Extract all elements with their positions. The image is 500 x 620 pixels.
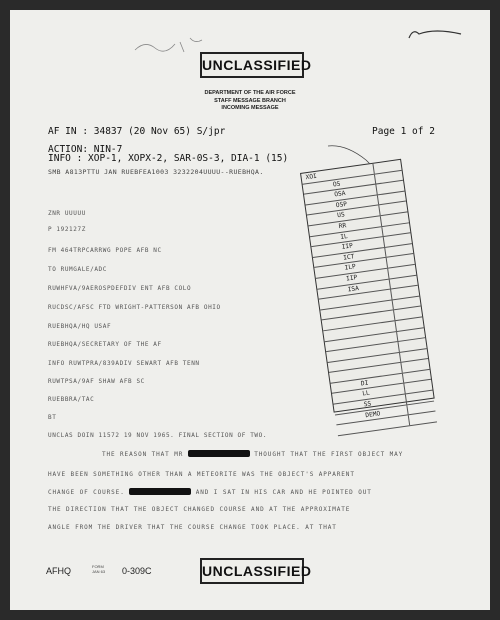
distribution-office: ILP — [344, 263, 357, 273]
message-line: RUWTPSA/9AF SHAW AFB SC — [48, 378, 145, 385]
page-number: Page 1 of 2 — [372, 126, 435, 137]
document-header — [170, 90, 330, 113]
footer-form-month: JAN 63 — [92, 569, 106, 574]
body-text: CHANGE OF COURSE. — [48, 489, 125, 496]
footer-form-date — [92, 564, 105, 574]
footer-form-number: 0-309C — [122, 566, 152, 576]
classification-stamp-bottom: UNCLASSIFIED — [200, 558, 304, 584]
message-line: RUEBHQA/HQ USAF — [48, 323, 112, 330]
action-line: ACTION: NIN-7 — [48, 144, 123, 155]
document-page — [10, 10, 490, 610]
body-line: ANGLE FROM THE DRIVER THAT THE COURSE CHANGE TOOK PLACE. AT THAT — [48, 524, 337, 531]
distribution-office: ICT — [342, 253, 355, 262]
distribution-office: DI — [360, 379, 369, 388]
info-line: INFO : XOP-1, XOPX-2, SAR-0S-3, DIA-1 (15) — [48, 153, 289, 164]
distribution-office: OSA — [333, 190, 346, 199]
distribution-office: ISA — [347, 284, 360, 293]
redaction-bar — [129, 488, 191, 495]
message-line: RUEBBRA/TAC — [48, 396, 95, 403]
body-line — [48, 488, 372, 496]
distribution-header: XOI — [305, 172, 318, 182]
header-branch: STAFF MESSAGE BRANCH — [214, 97, 286, 104]
message-line: RUWHFVA/9AEROSPDEFDIV ENT AFB COLO — [48, 285, 192, 292]
body-line: THE DIRECTION THAT THE OBJECT CHANGED COURSE AND AT THE APPROXIMATE — [48, 506, 351, 513]
body-text: AND I SAT IN HIS CAR AND HE POINTED OUT — [195, 489, 372, 496]
handwritten-mark — [405, 24, 465, 44]
message-line: RUEBHQA/SECRETARY OF THE AF — [48, 341, 162, 348]
body-text: THOUGHT THAT THE FIRST OBJECT MAY — [254, 451, 404, 458]
header-department: DEPARTMENT OF THE AIR FORCE — [204, 90, 296, 96]
distribution-office: LL — [361, 389, 371, 398]
message-line: BT — [48, 414, 57, 421]
af-in-number: AF IN : 34837 (20 Nov 65) S/jpr — [48, 126, 226, 137]
body-text: THE REASON THAT MR — [102, 451, 184, 458]
header-message-type: INCOMING MESSAGE — [221, 105, 279, 111]
distribution-office: OSP — [335, 200, 348, 210]
body-line: HAVE BEEN SOMETHING OTHER THAN A METEORITE WAS THE OBJECT'S APPARENT — [48, 471, 355, 478]
message-line: INFO RUWTPRA/839ADIV SEWART AFB TENN — [48, 360, 200, 367]
footer-afhq: AFHQ — [46, 566, 72, 576]
distribution-office: RR — [338, 222, 347, 231]
distribution-office: IIP — [345, 274, 358, 283]
redaction-bar — [188, 450, 250, 457]
message-line: ZNR UUUUU — [48, 210, 86, 217]
distribution-office: IL — [339, 232, 349, 241]
distribution-office: DEMO — [364, 409, 381, 419]
message-line: P 192127Z — [48, 226, 86, 233]
message-line: RUCDSC/AFSC FTD WRIGHT-PATTERSON AFB OHIO — [48, 304, 221, 311]
distribution-office: US — [336, 211, 346, 220]
classification-stamp-top: UNCLASSIFIED — [200, 52, 304, 78]
message-line: FM 464TRPCARRWG POPE AFB NC — [48, 247, 162, 254]
message-line: TO RUMGALE/ADC — [48, 266, 107, 273]
distribution-table — [300, 159, 435, 419]
footer-form-label: FORM — [92, 564, 104, 569]
body-line — [102, 450, 403, 458]
routing-line: SMB A813PTTU JAN RUEBFEA1003 3232204UUUU--RUEBHQA. — [48, 168, 264, 176]
distribution-office: OS — [332, 180, 341, 189]
distribution-office: SS — [363, 400, 372, 409]
message-line: UNCLAS DOIN 11572 19 NOV 1965. FINAL SECTION OF TWO. — [48, 432, 268, 439]
handwritten-scribble — [130, 30, 210, 60]
distribution-office: IIP — [341, 242, 354, 252]
